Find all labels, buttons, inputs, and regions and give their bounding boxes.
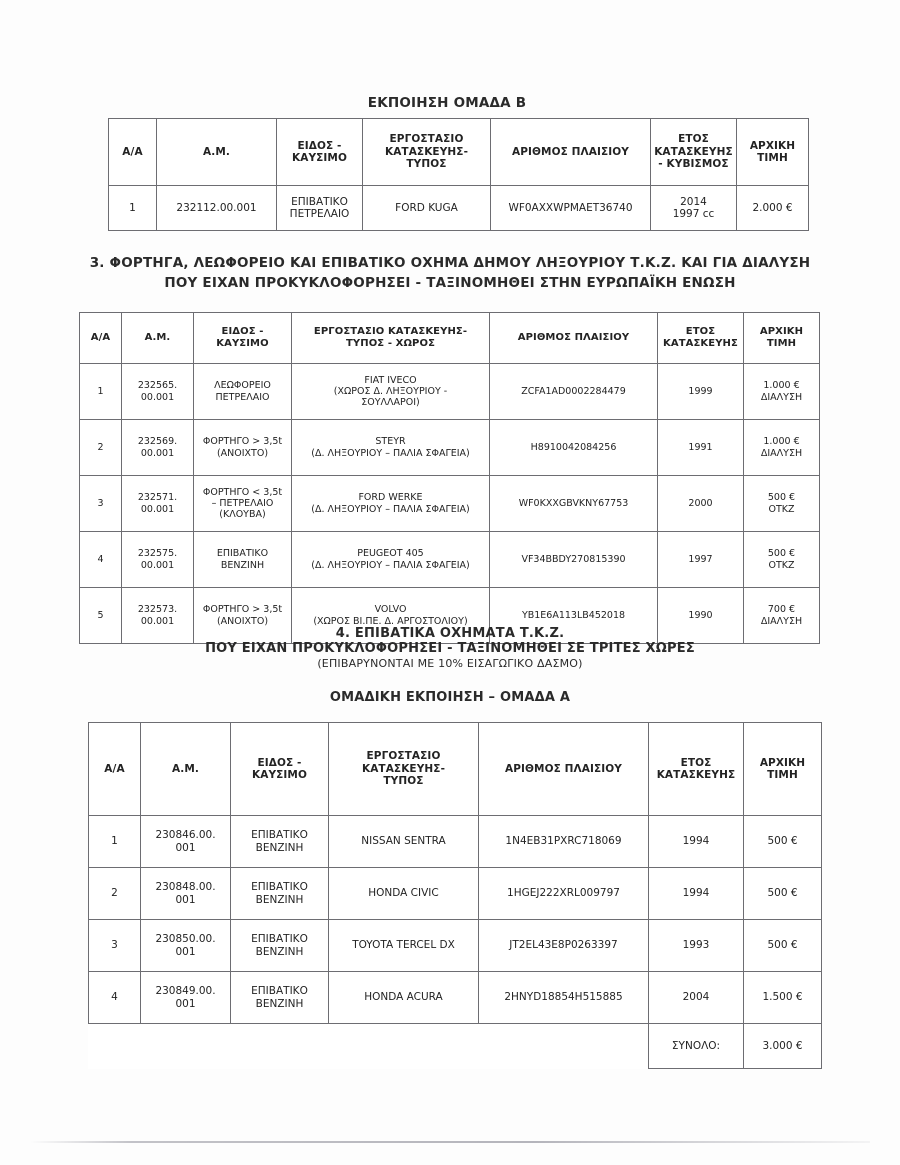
cell-factory-line: FIAT IVECO: [364, 374, 417, 386]
cell-kind-line: ΕΠΙΒΑΤΙΚΟ: [251, 985, 308, 998]
col-header-year: ΕΤΟΣ ΚΑΤΑΣΚΕΥΗΣ - ΚΥΒΙΣΜΟΣ: [651, 119, 737, 186]
cell-kind-line: ΒΕΝΖΙΝΗ: [255, 945, 304, 958]
cell-factory-line: (Δ. ΛΗΞΟΥΡΙΟΥ – ΠΑΛΙΑ ΣΦΑΓΕΙΑ): [311, 503, 470, 515]
table-row: [80, 532, 820, 588]
cell-kind: [194, 420, 292, 476]
cell-price-line: ΔΙΑΛΥΣΗ: [760, 391, 803, 403]
section4-heading: [60, 626, 840, 705]
cell-aa: 4: [80, 532, 122, 588]
cell-kind-line: ΠΕΤΡΕΛΑΙΟ: [215, 391, 270, 403]
cell-price: [744, 532, 820, 588]
cell-am-line: 232575.: [137, 548, 178, 560]
cell-price-line: 500 €: [767, 492, 796, 504]
cell-factory-line: FORD WERKE: [358, 492, 423, 504]
cell-price-line: 1.000 €: [763, 380, 800, 392]
cell-am-line: 232573.: [137, 604, 178, 616]
table-omadiki-ekpoiisi-omada-a: [88, 722, 822, 1069]
table-header-row: [109, 119, 809, 186]
cell-kind-line: ΦΟΡΤΗΓΟ < 3,5t: [202, 486, 283, 498]
cell-price-line: 500 €: [767, 548, 796, 560]
cell-factory: [292, 364, 490, 420]
section3-heading: [60, 254, 840, 293]
cell-price: 500 €: [744, 868, 822, 920]
section4-heading-line3: (ΕΠΙΒΑΡΥΝΟΝΤΑΙ ΜΕ 10% ΕΙΣΑΓΩΓΙΚΟ ΔΑΣΜΟ): [317, 657, 583, 670]
cell-am-line: 00.001: [140, 391, 175, 403]
col-header-factory: ΕΡΓΟΣΤΑΣΙΟ ΚΑΤΑΣΚΕΥΗΣ- ΤΥΠΟΣ: [329, 723, 479, 816]
col-header-am: Α.Μ.: [141, 723, 231, 816]
cell-am: [122, 532, 194, 588]
cell-kind: [231, 920, 329, 972]
cell-am: [141, 868, 231, 920]
cell-year: 1994: [649, 868, 744, 920]
col-header-price: ΑΡΧΙΚΗ ΤΙΜΗ: [744, 313, 820, 364]
col-header-am: Α.Μ.: [157, 119, 277, 186]
section4-heading-line2: ΠΟΥ ΕΙΧΑΝ ΠΡΟΚΥΚΛΟΦΟΡΗΣΕΙ - ΤΑΞΙΝΟΜΗΘΕΙ ΣΕ ΤΡΙΤΕΣ ΧΩΡΕΣ: [205, 641, 695, 656]
cell-kind: [194, 476, 292, 532]
cell-price-line: 1.000 €: [763, 436, 800, 448]
cell-vin: ZCFA1AD0002284479: [490, 364, 658, 420]
cell-factory: HONDA ACURA: [329, 972, 479, 1024]
cell-factory-line: (Δ. ΛΗΞΟΥΡΙΟΥ – ΠΑΛΙΑ ΣΦΑΓΕΙΑ): [311, 447, 470, 459]
table-header-row: [89, 723, 822, 816]
cell-aa: 3: [80, 476, 122, 532]
cell-vin: 1HGEJ222XRL009797: [479, 868, 649, 920]
cell-am: [122, 364, 194, 420]
cell-aa: 4: [89, 972, 141, 1024]
cell-aa: 1: [89, 816, 141, 868]
table-row: [89, 972, 822, 1024]
table-row: [89, 868, 822, 920]
cell-year: 1999: [658, 364, 744, 420]
col-header-kind: ΕΙΔΟΣ - ΚΑΥΣΙΜΟ: [277, 119, 363, 186]
cell-kind-line: (ΑΝΟΙΧΤΟ): [216, 447, 269, 459]
cell-year: 1993: [649, 920, 744, 972]
cell-aa: 2: [89, 868, 141, 920]
table-header-row: [80, 313, 820, 364]
cell-factory-line: (Δ. ΛΗΞΟΥΡΙΟΥ – ΠΑΛΙΑ ΣΦΑΓΕΙΑ): [311, 559, 470, 571]
table-ekpoiisi-omada-b: [108, 118, 809, 231]
table3-total-row: [89, 1024, 822, 1069]
section4-heading-line1: 4. ΕΠΙΒΑΤΙΚΑ ΟΧΗΜΑΤΑ Τ.Κ.Ζ.: [335, 626, 565, 641]
table2-container: [79, 312, 819, 644]
total-label: ΣΥΝΟΛΟ:: [649, 1024, 744, 1069]
col-header-price: ΑΡΧΙΚΗ ΤΙΜΗ: [737, 119, 809, 186]
col-header-year: ΕΤΟΣ ΚΑΤΑΣΚΕΥΗΣ: [649, 723, 744, 816]
cell-year: 2014 1997 cc: [651, 186, 737, 231]
col-header-am: Α.Μ.: [122, 313, 194, 364]
col-header-vin: ΑΡΙΘΜΟΣ ΠΛΑΙΣΙΟΥ: [491, 119, 651, 186]
cell-am-line: 001: [175, 893, 196, 906]
cell-kind-line: ΕΠΙΒΑΤΙΚΟ: [251, 829, 308, 842]
cell-kind: [194, 532, 292, 588]
cell-vin: H8910042084256: [490, 420, 658, 476]
cell-am-line: 00.001: [140, 615, 175, 627]
cell-kind: ΕΠΙΒΑΤΙΚΟ ΠΕΤΡΕΛΑΙΟ: [277, 186, 363, 231]
cell-price: [744, 364, 820, 420]
cell-price: [744, 420, 820, 476]
cell-vin: 1N4EB31PXRC718069: [479, 816, 649, 868]
cell-price: [744, 476, 820, 532]
cell-kind-line: ΒΕΝΖΙΝΗ: [255, 893, 304, 906]
cell-vin: VF34BBDY270815390: [490, 532, 658, 588]
col-header-aa: Α/Α: [89, 723, 141, 816]
table1-title: ΕΚΠΟΙΗΣΗ ΟΜΑΔΑ Β: [367, 95, 527, 111]
cell-kind-line: ΕΠΙΒΑΤΙΚΟ: [216, 548, 269, 560]
cell-kind-line: (ΚΛΟΥΒΑ): [219, 509, 266, 521]
cell-price: 1.500 €: [744, 972, 822, 1024]
cell-am: [141, 920, 231, 972]
cell-vin: WF0KXXGBVKNY67753: [490, 476, 658, 532]
cell-price-line: ΟΤΚΖ: [768, 503, 795, 515]
section3-heading-line2: ΠΟΥ ΕΙΧΑΝ ΠΡΟΚΥΚΛΟΦΟΡΗΣΕΙ - ΤΑΞΙΝΟΜΗΘΕΙ ΣΤΗΝ ΕΥΡΩΠΑΪΚΗ ΕΝΩΣΗ: [164, 274, 736, 291]
cell-year: 1991: [658, 420, 744, 476]
table-row: [80, 364, 820, 420]
cell-factory-line: ΣΟΥΛΛΑΡΟΙ): [361, 397, 420, 409]
cell-aa: 1: [109, 186, 157, 231]
cell-factory: HONDA CIVIC: [329, 868, 479, 920]
cell-factory-line: VOLVO: [374, 604, 407, 616]
cell-factory: [292, 532, 490, 588]
cell-vin: JT2EL43E8P0263397: [479, 920, 649, 972]
cell-factory-line: STEYR: [375, 436, 406, 448]
cell-factory: NISSAN SENTRA: [329, 816, 479, 868]
cell-factory-line: PEUGEOT 405: [357, 548, 424, 560]
cell-kind-line: ΛΕΩΦΟΡΕΙΟ: [214, 380, 271, 392]
col-header-factory: ΕΡΓΟΣΤΑΣΙΟ ΚΑΤΑΣΚΕΥΗΣ- ΤΥΠΟΣ - ΧΩΡΟΣ: [292, 313, 490, 364]
cell-price-line: ΔΙΑΛΥΣΗ: [760, 615, 803, 627]
cell-am-line: 232569.: [137, 436, 178, 448]
cell-year: 2004: [649, 972, 744, 1024]
cell-year: 1994: [649, 816, 744, 868]
cell-factory: [292, 420, 490, 476]
table-row: [89, 920, 822, 972]
cell-am-line: 001: [175, 945, 196, 958]
col-header-kind: ΕΙΔΟΣ - ΚΑΥΣΙΜΟ: [231, 723, 329, 816]
cell-am: [122, 476, 194, 532]
cell-am-line: 00.001: [140, 447, 175, 459]
cell-am-line: 232571.: [137, 492, 178, 504]
cell-kind: [194, 364, 292, 420]
cell-kind-line: ΒΕΝΖΙΝΗ: [220, 559, 265, 571]
cell-kind: [231, 816, 329, 868]
cell-vin: WF0AXXWPMAET36740: [491, 186, 651, 231]
cell-vin: YB1E6A113LB452018: [490, 588, 658, 644]
table-fortiga-leoforeio-epivatiko: [79, 312, 820, 644]
cell-am-line: 230850.00.: [155, 933, 216, 946]
table3-container: [88, 722, 813, 1069]
cell-price: 500 €: [744, 816, 822, 868]
cell-kind-line: (ΑΝΟΙΧΤΟ): [216, 615, 269, 627]
col-header-aa: Α/Α: [80, 313, 122, 364]
cell-aa: 5: [80, 588, 122, 644]
cell-kind-line: ΦΟΡΤΗΓΟ > 3,5t: [202, 436, 283, 448]
cell-factory: FORD KUGA: [363, 186, 491, 231]
cell-factory: [292, 476, 490, 532]
table-row: [80, 476, 820, 532]
cell-year: 1997: [658, 532, 744, 588]
cell-am-line: 230848.00.: [155, 881, 216, 894]
cell-price-line: 700 €: [767, 604, 796, 616]
total-spacer: [89, 1024, 649, 1069]
cell-kind: [231, 868, 329, 920]
cell-am: [141, 972, 231, 1024]
cell-aa: 3: [89, 920, 141, 972]
cell-kind-line: ΦΟΡΤΗΓΟ > 3,5t: [202, 604, 283, 616]
cell-year: 2000: [658, 476, 744, 532]
section4-heading-line4: ΟΜΑΔΙΚΗ ΕΚΠΟΙΗΣΗ – ΟΜΑΔΑ Α: [329, 690, 571, 705]
cell-am-line: 001: [175, 841, 196, 854]
col-header-kind: ΕΙΔΟΣ - ΚΑΥΣΙΜΟ: [194, 313, 292, 364]
col-header-aa: Α/Α: [109, 119, 157, 186]
cell-am-line: 00.001: [140, 503, 175, 515]
section3-heading-line1: 3. ΦΟΡΤΗΓΑ, ΛΕΩΦΟΡΕΙΟ ΚΑΙ ΕΠΙΒΑΤΙΚΟ ΟΧΗΜΑ ΔΗΜΟΥ ΛΗΞΟΥΡΙΟΥ Τ.Κ.Ζ. ΚΑΙ ΓΙΑ ΔΙΑΛΥΣΗ: [89, 255, 811, 271]
col-header-factory: ΕΡΓΟΣΤΑΣΙΟ ΚΑΤΑΣΚΕΥΗΣ- ΤΥΠΟΣ: [363, 119, 491, 186]
cell-vin: 2HNYD18854H515885: [479, 972, 649, 1024]
cell-price: 2.000 €: [737, 186, 809, 231]
table-row: [89, 816, 822, 868]
table-row: [80, 420, 820, 476]
cell-am-line: 230846.00.: [155, 829, 216, 842]
cell-am: 232112.00.001: [157, 186, 277, 231]
cell-factory-line: (ΧΩΡΟΣ ΒΙ.ΠΕ. Δ. ΑΡΓΟΣΤΟΛΙΟΥ): [313, 615, 468, 627]
cell-price-line: ΔΙΑΛΥΣΗ: [760, 447, 803, 459]
cell-am: [141, 816, 231, 868]
col-header-vin: ΑΡΙΘΜΟΣ ΠΛΑΙΣΙΟΥ: [479, 723, 649, 816]
table1-container: [108, 118, 796, 231]
cell-kind-line: ΕΠΙΒΑΤΙΚΟ: [251, 933, 308, 946]
cell-am-line: 230849.00.: [155, 985, 216, 998]
cell-aa: 1: [80, 364, 122, 420]
col-header-vin: ΑΡΙΘΜΟΣ ΠΛΑΙΣΙΟΥ: [490, 313, 658, 364]
cell-am-line: 001: [175, 997, 196, 1010]
cell-kind-line: ΕΠΙΒΑΤΙΚΟ: [251, 881, 308, 894]
total-value: 3.000 €: [744, 1024, 822, 1069]
cell-factory: TOYOTA TERCEL DX: [329, 920, 479, 972]
cell-am-line: 00.001: [140, 559, 175, 571]
cell-aa: 2: [80, 420, 122, 476]
cell-am: [122, 420, 194, 476]
col-header-price: ΑΡΧΙΚΗ ΤΙΜΗ: [744, 723, 822, 816]
cell-kind-line: ΒΕΝΖΙΝΗ: [255, 841, 304, 854]
cell-price-line: ΟΤΚΖ: [768, 559, 795, 571]
cell-am-line: 232565.: [137, 380, 178, 392]
scan-edge-line: [30, 1141, 870, 1143]
table-row: [109, 186, 809, 231]
cell-year: 1990: [658, 588, 744, 644]
col-header-year: ΕΤΟΣ ΚΑΤΑΣΚΕΥΗΣ: [658, 313, 744, 364]
cell-kind-line: – ΠΕΤΡΕΛΑΙΟ: [211, 497, 274, 509]
cell-kind-line: ΒΕΝΖΙΝΗ: [255, 997, 304, 1010]
cell-kind: [231, 972, 329, 1024]
cell-price: 500 €: [744, 920, 822, 972]
cell-factory-line: (ΧΩΡΟΣ Δ. ΛΗΞΟΥΡΙΟΥ -: [333, 385, 448, 397]
